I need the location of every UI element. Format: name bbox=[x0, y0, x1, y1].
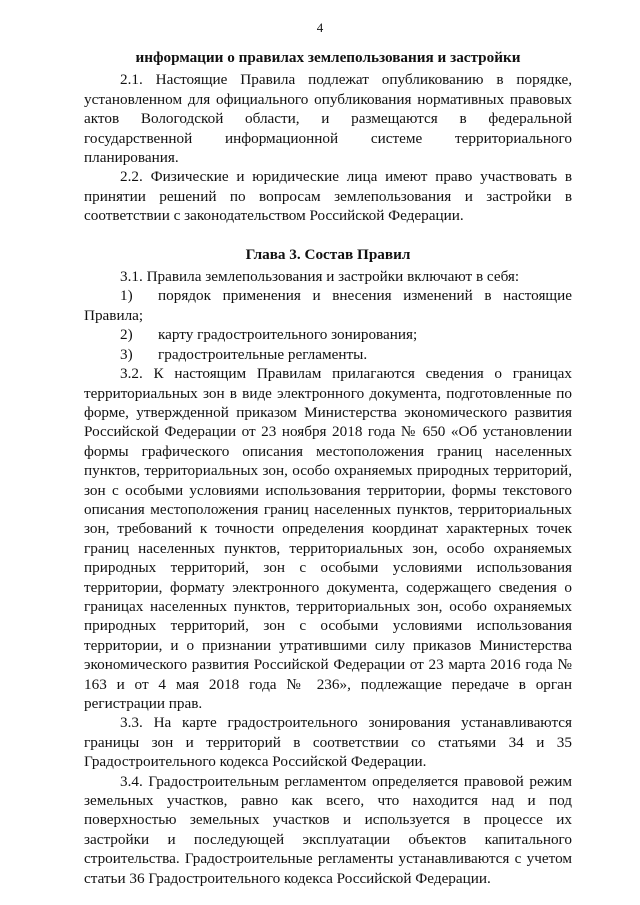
section-heading-continued: информации о правилах землепользования и застройки bbox=[135, 49, 521, 66]
paragraph-3-1: 3.1. Правила землепользования и застройки включают в себя: bbox=[120, 268, 520, 286]
paragraph-3-3: 3.3. На карте градостроительного зонирования устанавливаются границы зон и территорий в соответствии со статьями 34 и 35 Градостроительного кодекса Российской Федерации. bbox=[84, 714, 572, 771]
document-body bbox=[84, 48, 572, 888]
paragraph-3-4: 3.4. Градостроительным регламентом определяется правовой режим земельных участков, равно как всего, что находится над и под поверхностью земельных участков и используется в процессе их застройки и последующей эксплуатации объектов капитального строительства. Градостроительные регламенты устанавливаются с учетом статьи 36 Градостроительного кодекса Российской Федерации. bbox=[84, 772, 572, 887]
paragraph-2-1: 2.1. Настоящие Правила подлежат опубликованию в порядке, установленном для официального опубликования нормативных правовых актов Вологодской области, и размещаются в федеральной государственной информационной системе территориального планирования. bbox=[84, 71, 572, 167]
page-number: 4 bbox=[316, 20, 324, 35]
list-item: 3) градостроительные регламенты. bbox=[120, 345, 368, 363]
paragraph-3-2: 3.2. К настоящим Правилам прилагаются сведения о границах территориальных зон в виде электронного документа, подготовленные по форме, утвержденной приказом Министерства экономического развития Российской Федерации от 23 ноября 2018 года № 650 «Об установлении формы графического описания местоположения границ населенных пунктов, территориальных зон, особо охраняемых природных территорий, зон с особыми условиями использования территории, формы текстового описания местоположения границ населенных пунктов, территориальных зон, требований к точности определения координат характерных точек границ населенных пунктов, территориальных зон, особо охраняемых природных территорий, зон с особыми условиями использования территории, формату электронного документа, содержащего сведения о границах населенных пунктов, территориальных зон, особо охраняемых природных территорий, зон с особыми условиями использования территории, и о признании утратившими силу приказов Министерства экономического развития Российской Федерации от 23 марта 2016 года № 163 и от 4 мая 2018 года № 236», подлежащие передаче в орган регистрации прав. bbox=[84, 365, 572, 712]
paragraph-2-2: 2.2. Физические и юридические лица имеют право участвовать в принятии решений по вопросам землепользования и застройки в соответствии с законодательством Российской Федерации. bbox=[84, 168, 572, 225]
list-item: 2) карту градостроительного зонирования; bbox=[120, 326, 418, 344]
list-item: 1) порядок применения и внесения изменений в настоящие Правила; bbox=[84, 287, 572, 324]
chapter-3-title: Глава 3. Состав Правил bbox=[245, 245, 411, 263]
